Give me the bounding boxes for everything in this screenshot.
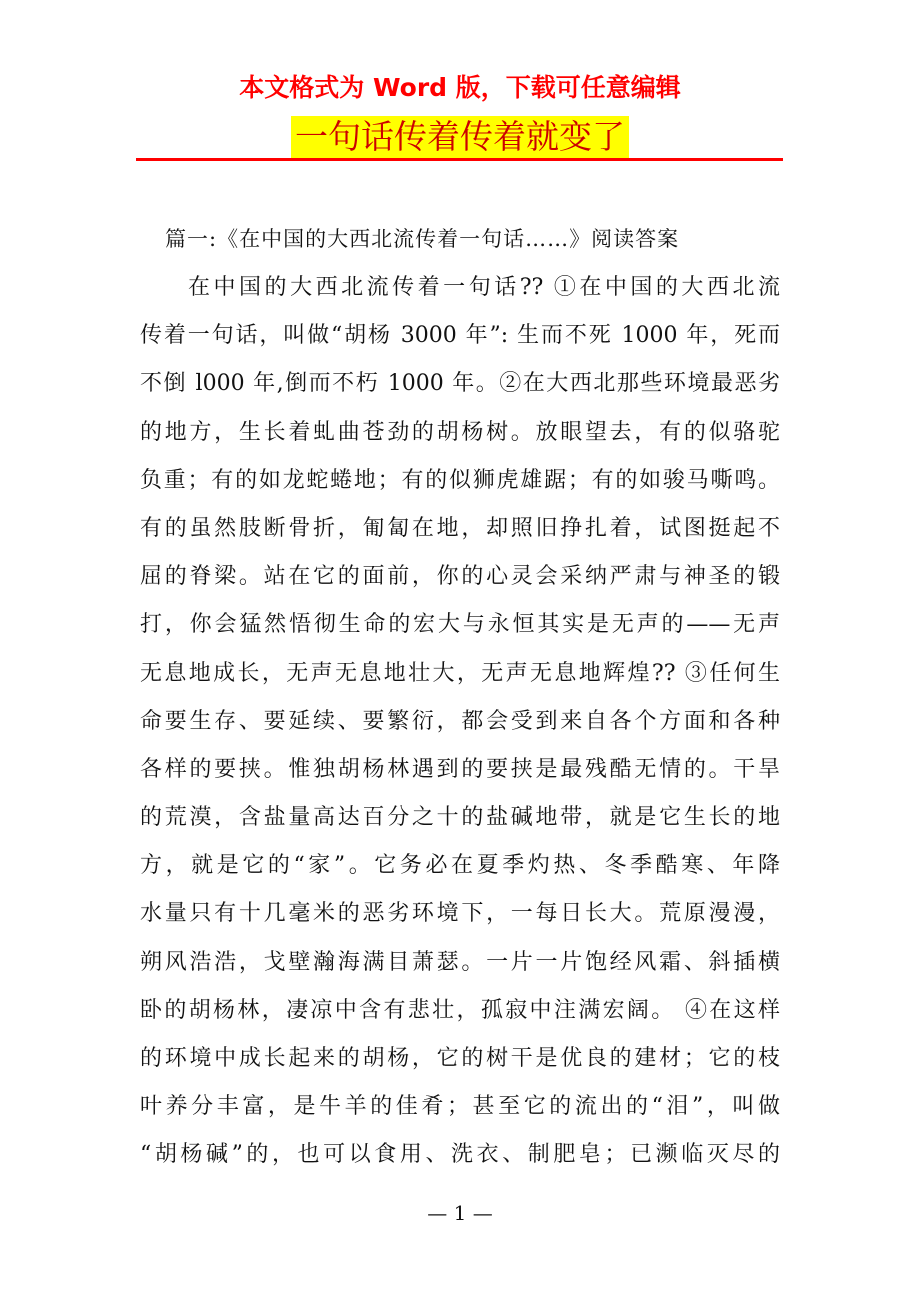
body-line: 不倒 l000 年,倒而不朽 1000 年。②在大西北那些环境最恶劣 bbox=[140, 371, 780, 397]
body-line: 水量只有十几毫米的恶劣环境下，一每日长大。荒原漫漫， bbox=[140, 901, 780, 927]
title-container bbox=[0, 116, 920, 158]
body-line: 的地方，生长着虬曲苍劲的胡杨树。放眼望去，有的似骆驼 bbox=[140, 419, 780, 445]
body-line: 卧的胡杨林，凄凉中含有悲壮，孤寂中注满宏阔。 ④在这样 bbox=[140, 997, 780, 1023]
body-text bbox=[140, 268, 780, 1184]
body-line: 在中国的大西北流传着一句话?? ①在中国的大西北流 bbox=[188, 275, 780, 300]
body-line: 叶养分丰富，是牛羊的佳肴；甚至它的流出的“泪”，叫做 bbox=[140, 1094, 780, 1120]
body-line: “胡杨碱”的，也可以食用、洗衣、制肥皂；已濒临灭尽的 bbox=[140, 1142, 780, 1168]
body-line: 的荒漠，含盐量高达百分之十的盐碱地带，就是它生长的地 bbox=[140, 805, 780, 831]
body-line: 传着一句话，叫做“胡杨 3000 年”: 生而不死 1000 年，死而 bbox=[140, 323, 780, 349]
page-number: — 1 — bbox=[427, 1201, 493, 1225]
title-divider bbox=[136, 158, 783, 161]
body-line: 命要生存、要延续、要繁衍，都会受到来自各个方面和各种 bbox=[140, 708, 780, 734]
body-line: 各样的要挟。惟独胡杨林遇到的要挟是最残酷无情的。干旱 bbox=[140, 756, 780, 782]
body-line: 屈的脊梁。站在它的面前，你的心灵会采纳严肃与神圣的锻 bbox=[140, 564, 780, 590]
body-line: 打，你会猛然悟彻生命的宏大与永恒其实是无声的——无声 bbox=[140, 612, 780, 638]
body-line: 方，就是它的“家”。它务必在夏季灼热、冬季酷寒、年降 bbox=[140, 853, 780, 879]
body-line: 有的虽然肢断骨折，匍匐在地，却照旧挣扎着，试图挺起不 bbox=[140, 515, 780, 541]
section-heading: 篇一:《在中国的大西北流传着一句话……》阅读答案 bbox=[165, 227, 680, 251]
body-line: 负重；有的如龙蛇蜷地；有的似狮虎雄踞；有的如骏马嘶鸣。 bbox=[140, 467, 780, 493]
document-title: 一句话传着传着就变了 bbox=[291, 116, 629, 158]
body-line: 的环境中成长起来的胡杨，它的树干是优良的建材；它的枝 bbox=[140, 1046, 780, 1071]
body-line: 无息地成长，无声无息地壮大，无声无息地辉煌?? ③任何生 bbox=[140, 660, 780, 686]
word-format-banner: 本文格式为 Word 版，下载可任意编辑 bbox=[239, 73, 681, 102]
body-line: 朔风浩浩，戈壁瀚海满目萧瑟。一片一片饱经风霜、斜插横 bbox=[140, 949, 780, 975]
